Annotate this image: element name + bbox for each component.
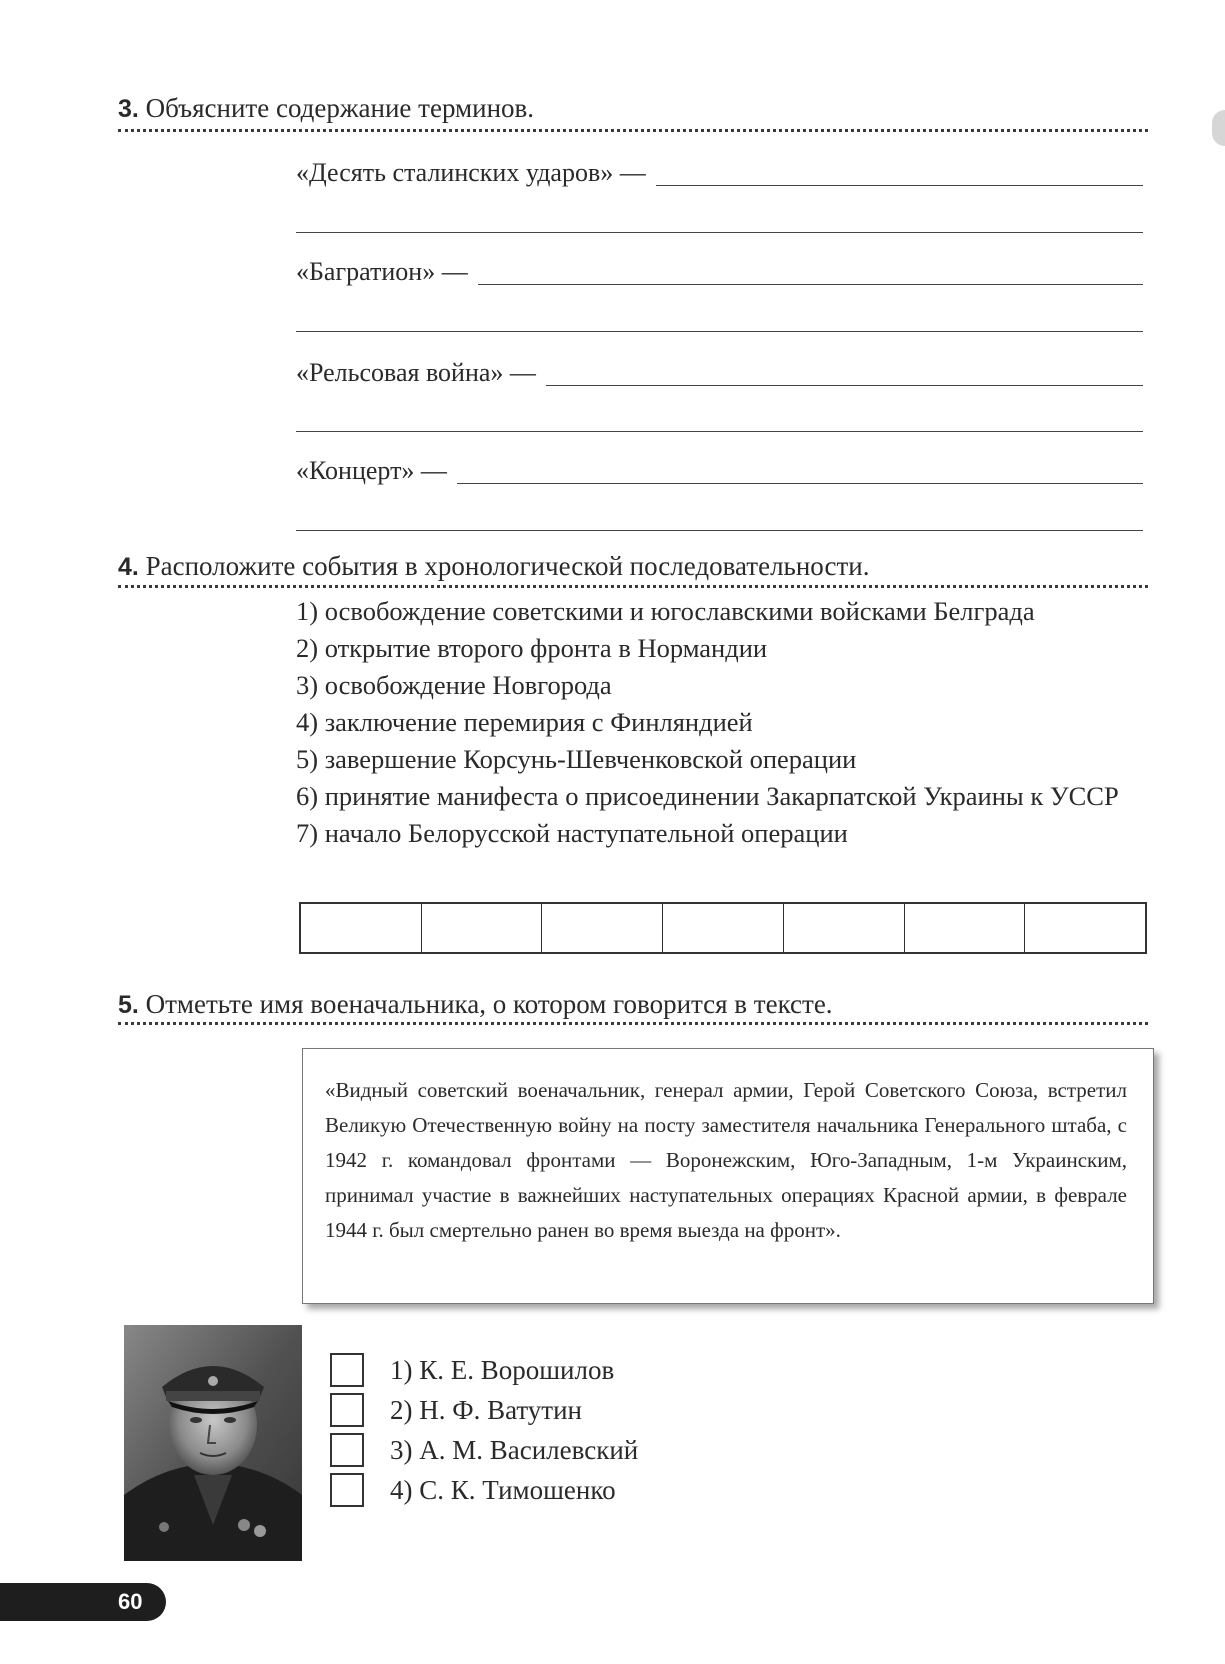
answer-line[interactable] [656,163,1143,186]
term-label: «Багратион» — [296,257,468,286]
task3-number: 3. [118,95,139,123]
task5-number: 5. [118,991,139,1019]
answer-line[interactable] [296,331,1143,332]
event-item: 1) освобождение советскими и югославскими войсками Белграда [296,596,1035,626]
term-row-concert [296,456,1143,486]
option-label: 3) А. М. Василевский [390,1434,639,1465]
commander-portrait-image [124,1325,302,1561]
answer-grid [299,902,1147,954]
answer-line[interactable] [457,461,1143,484]
option-label: 2) Н. Ф. Ватутин [390,1394,583,1425]
task3-divider [118,129,1148,132]
term-label: «Концерт» — [296,456,447,485]
page-edge-mark [1212,110,1225,146]
task4-title: Расположите события в хронологической последовательности. [145,551,870,581]
event-item: 7) начало Белорусской наступательной операции [296,818,848,848]
answer-line[interactable] [296,431,1143,432]
page-number: 60 [118,1589,143,1614]
answer-cell[interactable] [663,904,784,952]
answer-cell[interactable] [542,904,663,952]
task4-number: 4. [118,553,139,581]
answer-cell[interactable] [422,904,543,952]
task5-divider [118,1022,1148,1025]
answer-cell[interactable] [784,904,905,952]
event-item: 3) освобождение Новгорода [296,670,612,700]
task5-title: Отметьте имя военачальника, о котором говорится в тексте. [145,989,833,1019]
events-list [296,596,1156,855]
answer-cell[interactable] [905,904,1026,952]
option-vasilevsky [330,1430,638,1470]
option-timoshenko [330,1470,638,1510]
answer-line[interactable] [478,262,1143,285]
term-label: «Десять сталинских ударов» — [296,158,646,187]
option-label: 1) К. Е. Ворошилов [390,1354,615,1385]
option-label: 4) С. К. Тимошенко [390,1474,616,1505]
event-item: 5) завершение Корсунь-Шевченковской операции [296,744,857,774]
answer-line[interactable] [296,232,1143,233]
term-row-rail-war [296,358,1143,388]
event-item: 6) принятие манифеста о присоединении Закарпатской Украины к УССР [296,781,1119,811]
answer-cell[interactable] [301,904,422,952]
option-vatutin [330,1390,638,1430]
option-checkbox[interactable] [330,1353,364,1387]
option-voroshilov [330,1350,638,1390]
term-label: «Рельсовая война» — [296,358,536,387]
event-item: 4) заключение перемирия с Финляндией [296,707,753,737]
term-row-bagration [296,257,1143,287]
term-row-ten-blows [296,158,1143,188]
option-checkbox[interactable] [330,1473,364,1507]
task5-heading [118,988,1148,1021]
task3-heading [118,92,1148,125]
event-item: 2) открытие второго фронта в Нормандии [296,633,768,663]
task4-divider [118,585,1148,588]
option-checkbox[interactable] [330,1393,364,1427]
answer-line[interactable] [296,530,1143,531]
answer-cell[interactable] [1025,904,1145,952]
task3-title: Объясните содержание терминов. [145,93,535,123]
quote-box [302,1048,1154,1304]
task4-heading [118,550,1148,583]
option-checkbox[interactable] [330,1433,364,1467]
quote-text: «Видный советский военачальник, генерал армии, Герой Советского Союза, встретил Великую Отечественную войну на посту заместителя начальника Генерального штаба, с 1942 г. командовал фронтами — Воронежским, Юго-Западным, 1-м Украинским, принимал участие в важнейших наступательных операциях Красной армии, в феврале 1944 г. был смертельно ранен во время выезда на фронт». [325,1078,1127,1242]
options-list [330,1350,638,1510]
answer-line[interactable] [546,363,1143,386]
